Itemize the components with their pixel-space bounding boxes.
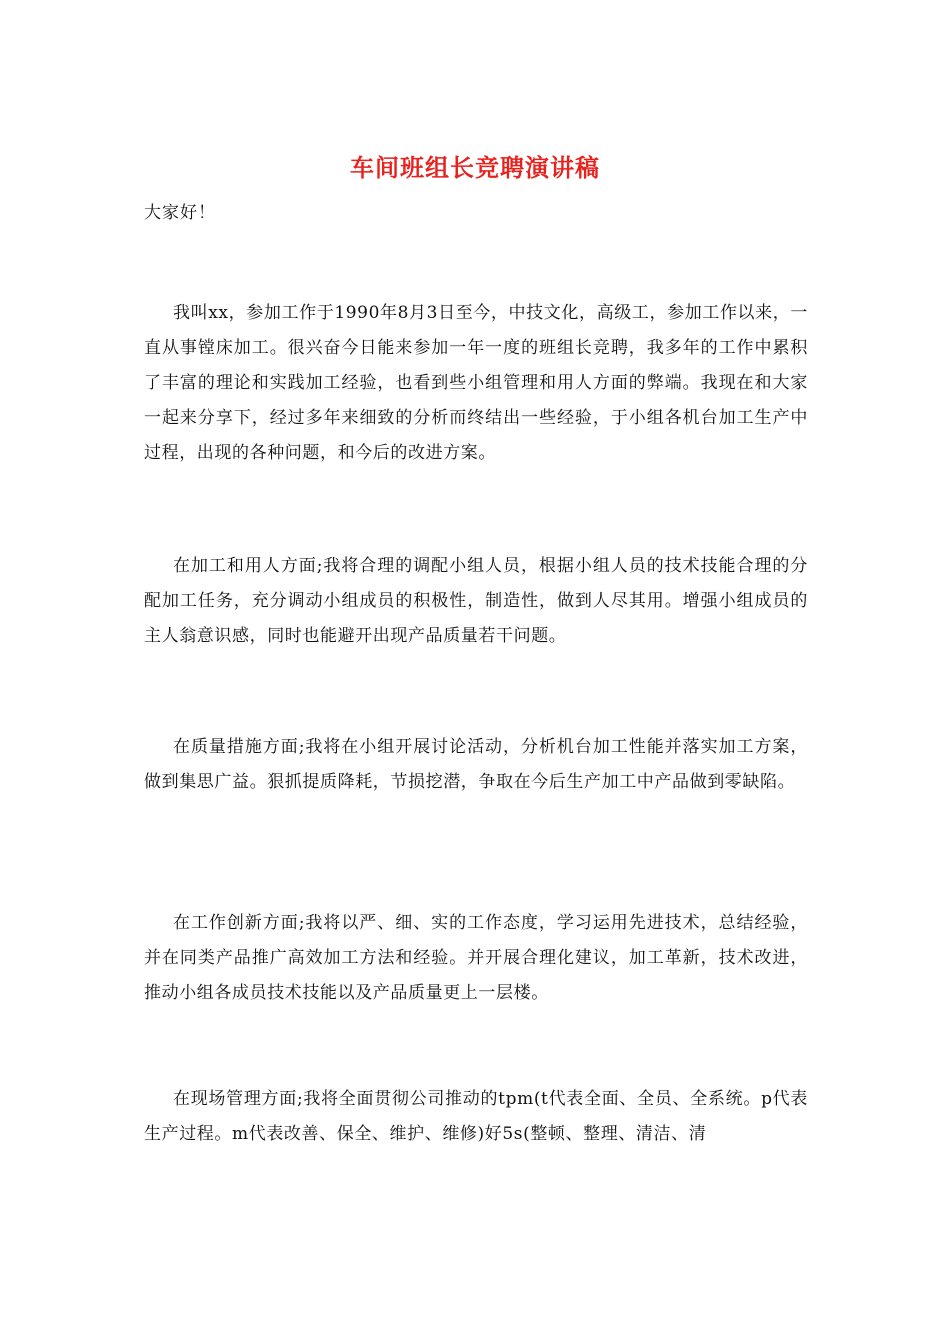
paragraph-innovation: 在工作创新方面;我将以严、细、实的工作态度，学习运用先进技术，总结经验，并在同类产品推广高效加工方法和经验。并开展合理化建议，加工革新，技术改进，推动小组各成员技术技能以及产品质量更上一层楼。	[144, 913, 808, 1003]
document-title: 车间班组长竞聘演讲稿	[350, 154, 600, 182]
greeting-line: 大家好！	[144, 203, 216, 223]
paragraph-quality: 在质量措施方面;我将在小组开展讨论活动，分析机台加工性能并落实加工方案，做到集思广益。狠抓提质降耗，节损挖潜，争取在今后生产加工中产品做到零缺陷。	[144, 737, 808, 792]
paragraph-site-management: 在现场管理方面;我将全面贯彻公司推动的tpm(t代表全面、全员、全系统。p代表生产过程。m代表改善、保全、维护、维修)好5s(整顿、整理、清洁、清	[144, 1089, 808, 1144]
paragraph-staffing: 在加工和用人方面;我将合理的调配小组人员，根据小组人员的技术技能合理的分配加工任务，充分调动小组成员的积极性，制造性，做到人尽其用。增强小组成员的主人翁意识感，同时也能避开出现产品质量若干问题。	[144, 556, 808, 646]
paragraph-introduction: 我叫xx，参加工作于1990年8月3日至今，中技文化，高级工，参加工作以来，一直从事镗床加工。很兴奋今日能来参加一年一度的班组长竞聘，我多年的工作中累积了丰富的理论和实践加工经验，也看到些小组管理和用人方面的弊端。我现在和大家一起来分享下，经过多年来细致的分析而终结出一些经验，于小组各机台加工生产中过程，出现的各种问题，和今后的改进方案。	[144, 303, 808, 463]
